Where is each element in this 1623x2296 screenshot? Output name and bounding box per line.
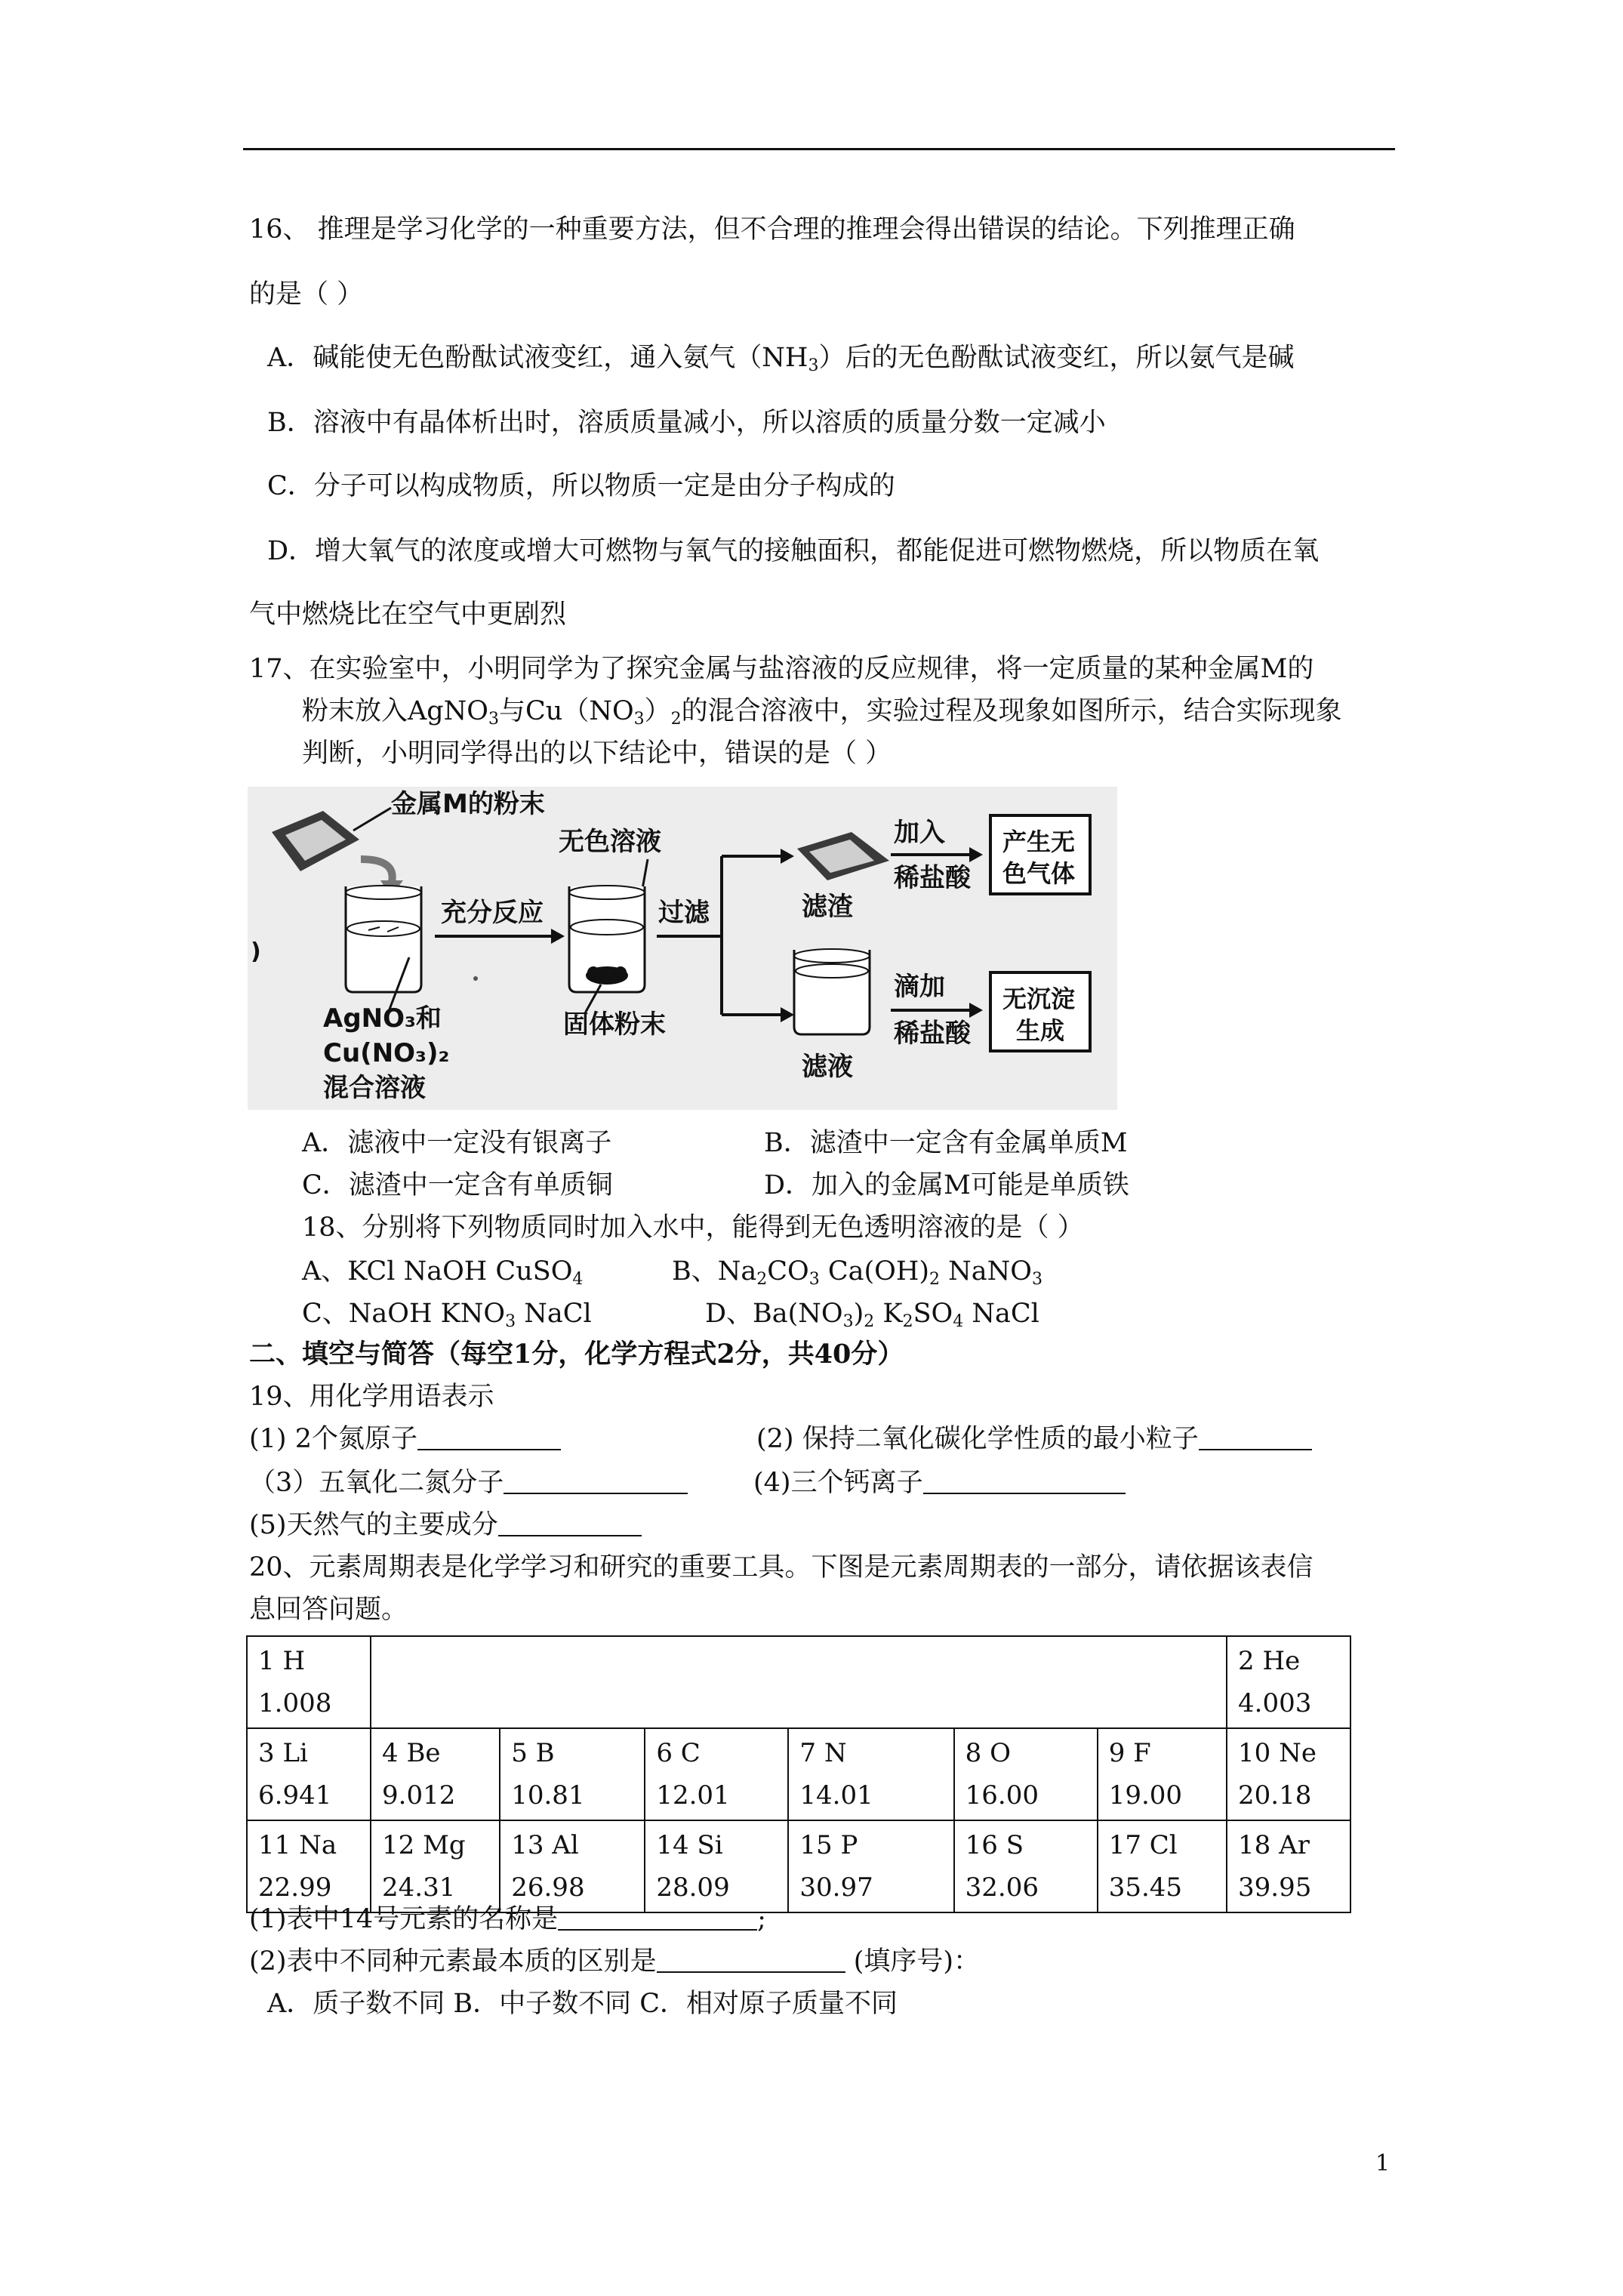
answer-blank[interactable]: [1199, 1426, 1312, 1450]
q16-stem-cont: 的是（ ）: [249, 279, 364, 310]
colorless-label: 无色溶液: [559, 827, 661, 857]
answer-blank[interactable]: [923, 1470, 1126, 1494]
powder-pointer: [353, 808, 391, 831]
solid-label: 固体粉末: [563, 1009, 666, 1040]
answer-blank[interactable]: [657, 1949, 845, 1973]
beaker-3-icon: [794, 949, 870, 1034]
q16-option-d-cont: 气中燃烧比在空气中更剧烈: [249, 599, 567, 630]
q19-item-4: (4)三个钙离子: [753, 1466, 1126, 1499]
q19-item-5: (5)天然气的主要成分: [249, 1509, 642, 1542]
q17-option-a: A．滤液中一定没有银离子: [302, 1128, 612, 1158]
beaker-1-icon: [346, 886, 421, 992]
figure-dot: [473, 976, 478, 981]
q18-option-b: B、$Na_2CO_3$ $Ca(OH)_2$ NaNO$_3$: [672, 1256, 1042, 1289]
powder-paper-icon: [272, 811, 359, 871]
q18-option-a: A、KCl NaOH CuSO$_4$: [302, 1256, 584, 1289]
beaker-2-icon: [569, 886, 645, 992]
table-row: [247, 1728, 1350, 1820]
q19-item-3: （3）五氧化二氮分子: [249, 1466, 688, 1499]
filtrate-label: 滤液: [802, 1052, 853, 1082]
q20-question-2: (2)表中不同种元素最本质的区别是 (填序号)：: [249, 1946, 981, 1977]
periodic-table: [246, 1635, 1351, 1913]
q20-stem: 20、元素周期表是化学学习和研究的重要工具。下图是元素周期表的一部分，请依据该表信: [249, 1552, 1313, 1583]
answer-blank[interactable]: [558, 1906, 757, 1931]
q19-stem: 19、用化学用语表示: [249, 1382, 494, 1412]
q16-option-d: D．增大氧气的浓度或增大可燃物与氧气的接触面积，都能促进可燃物燃烧，所以物质在氧: [267, 536, 1320, 566]
q20-stem-cont: 息回答问题。: [249, 1595, 408, 1625]
experiment-figure: [248, 787, 1117, 1110]
table-empty-cell: [371, 1636, 1227, 1728]
residue-icon: [797, 832, 889, 880]
q16-option-b: B．溶液中有晶体析出时，溶质质量减小，所以溶质的质量分数一定减小: [267, 408, 1106, 438]
arrow-1-label: 充分反应: [441, 898, 544, 928]
element-cell-al: 13 Al 26.98: [500, 1820, 645, 1912]
drop-label-2: 稀盐酸: [894, 1019, 971, 1049]
result-2-line-2: 生成: [1016, 1016, 1065, 1045]
header-rule: [243, 148, 1395, 150]
add-label-2: 稀盐酸: [894, 863, 971, 893]
q18-option-d: D、$Ba(NO_3)_2$ $K_2SO_4$ NaCl: [705, 1299, 1039, 1331]
beaker-1-label-1: AgNO₃和: [323, 1003, 442, 1034]
element-cell-be: 4 Be 9.012: [371, 1728, 500, 1820]
result-1-line-2: 色气体: [1002, 859, 1076, 888]
element-cell-c: 6 C 12.01: [645, 1728, 788, 1820]
result-2-line-1: 无沉淀: [1002, 985, 1076, 1013]
q16-option-c: C．分子可以构成物质，所以物质一定是由分子构成的: [267, 471, 895, 501]
q16-stem: 16、 推理是学习化学的一种重要方法，但不合理的推理会得出错误的结论。下列推理正确: [249, 214, 1295, 245]
powder-label: 金属M的粉末: [391, 789, 545, 819]
q17-option-b: B．滤渣中一定含有金属单质M: [764, 1128, 1128, 1158]
answer-blank[interactable]: [417, 1426, 561, 1450]
element-cell-ne: 10 Ne 20.18: [1227, 1728, 1350, 1820]
element-cell-mg: 12 Mg 24.31: [371, 1820, 500, 1912]
residue-label: 滤渣: [802, 892, 853, 922]
table-row: [247, 1636, 1350, 1728]
element-cell-si: 14 Si 28.09: [645, 1820, 788, 1912]
q18-option-c: C、NaOH $KNO_3$ NaCl: [302, 1299, 592, 1331]
q20-question-1: (1)表中14号元素的名称是 ;: [249, 1904, 766, 1934]
element-cell-p: 15 P 30.97: [788, 1820, 953, 1912]
q17-stem-cont2: 判断，小明同学得出的以下结论中，错误的是（ ）: [302, 738, 892, 769]
element-cell-h: 1 H 1.008: [247, 1636, 371, 1728]
q19-item-1: (1) 2个氮原子: [249, 1422, 561, 1456]
q17-stem: 17、在实验室中，小明同学为了探究金属与盐溶液的反应规律，将一定质量的某种金属M的: [249, 654, 1314, 684]
element-cell-he: 2 He 4.003: [1227, 1636, 1350, 1728]
page-number: 1: [1375, 2150, 1390, 2177]
q18-stem: 18、分别将下列物质同时加入水中，能得到无色透明溶液的是（ ）: [302, 1213, 1084, 1243]
q20-question-2-options: A．质子数不同 B．中子数不同 C．相对原子质量不同: [267, 1989, 898, 2019]
beaker-1-label-2: Cu(NO₃)₂: [323, 1038, 450, 1068]
q19-item-2: (2) 保持二氧化碳化学性质的最小粒子: [756, 1422, 1312, 1456]
element-cell-f: 9 F 19.00: [1098, 1728, 1227, 1820]
element-cell-na: 11 Na 22.99: [247, 1820, 371, 1912]
table-row: [247, 1820, 1350, 1912]
q17-option-d: D．加入的金属M可能是单质铁: [764, 1170, 1129, 1200]
result-1-line-1: 产生无: [1002, 827, 1076, 856]
q17-option-c: C．滤渣中一定含有单质铜: [302, 1170, 613, 1200]
answer-blank[interactable]: [504, 1470, 688, 1494]
figure-edge-mark: ): [251, 938, 261, 965]
element-cell-li: 3 Li 6.941: [247, 1728, 371, 1820]
element-cell-s: 16 S 32.06: [954, 1820, 1098, 1912]
answer-blank[interactable]: [498, 1512, 642, 1536]
q17-stem-cont: 粉末放入AgNO$_3$与$Cu(NO_3)_2$的混合溶液中，实验过程及现象如图所示，结合实际现象: [302, 696, 1342, 729]
q16-option-a: A．碱能使无色酚酞试液变红，通入氨气$(NH_3)$后的无色酚酞试液变红，所以氨气是碱: [267, 343, 1295, 375]
filter-label: 过滤: [658, 898, 710, 928]
beaker-1-label-3: 混合溶液: [323, 1073, 426, 1103]
drop-label-1: 滴加: [894, 972, 945, 1002]
element-cell-n: 7 N 14.01: [788, 1728, 953, 1820]
add-label-1: 加入: [894, 818, 945, 848]
section-2-heading: 二、填空与简答（每空1分，化学方程式2分，共40分）: [249, 1339, 904, 1370]
element-cell-ar: 18 Ar 39.95: [1227, 1820, 1350, 1912]
element-cell-cl: 17 Cl 35.45: [1098, 1820, 1227, 1912]
element-cell-o: 8 O 16.00: [954, 1728, 1098, 1820]
element-cell-b: 5 B 10.81: [500, 1728, 645, 1820]
